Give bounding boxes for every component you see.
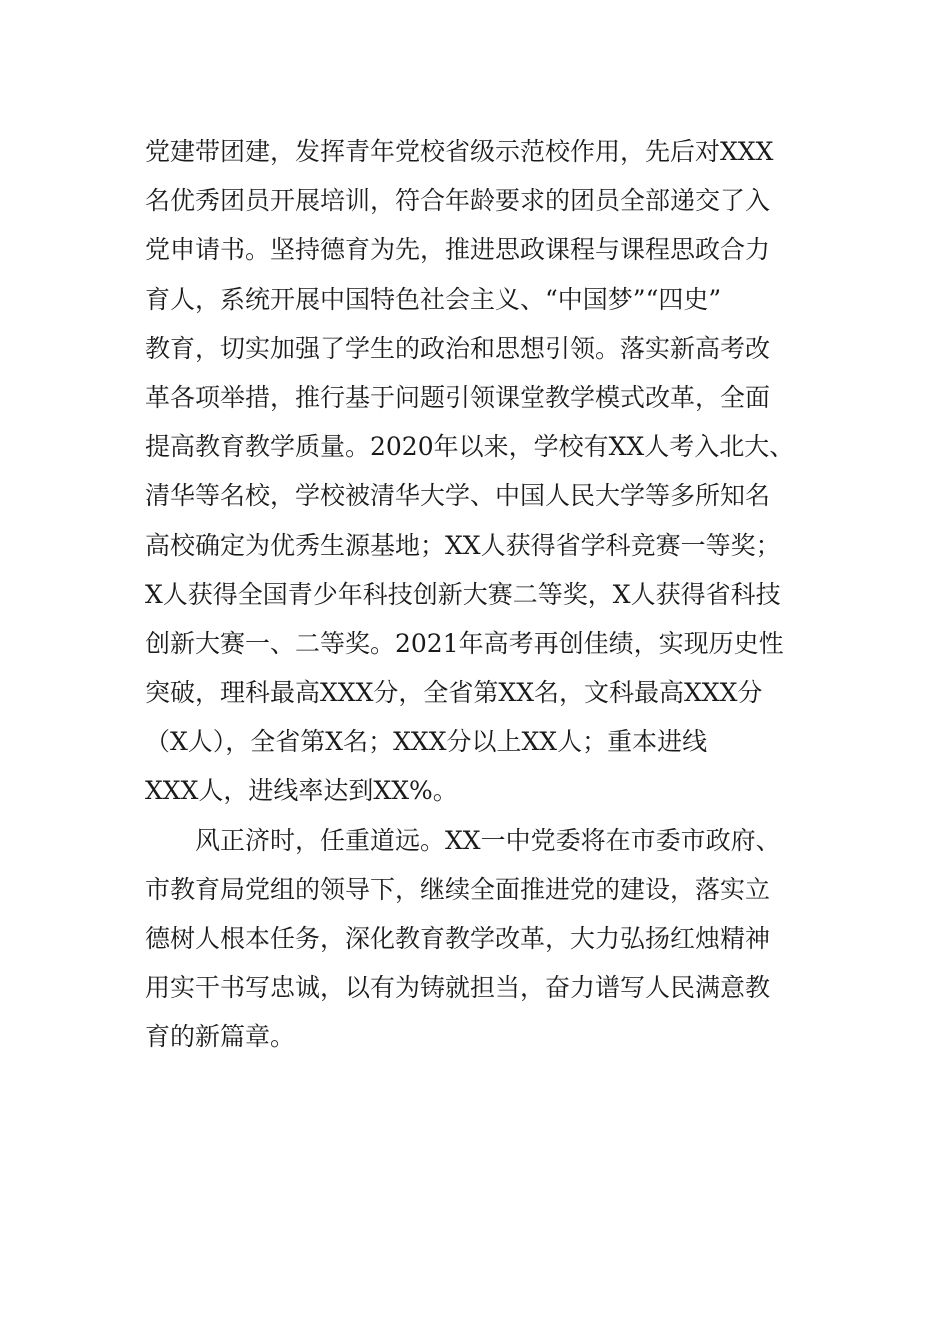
text-line: 用实干书写忠诚，以有为铸就担当，奋力谱写人民满意教 (145, 973, 771, 1003)
text-line: 革各项举措，推行基于问题引领课堂教学模式改革，全面 (145, 382, 771, 412)
text-line-indented: 风正济时，任重道远。XX一中党委将在市委市政府、 (195, 825, 781, 855)
text-line: 教育，切实加强了学生的政治和思想引领。落实新高考改 (145, 333, 771, 363)
document-body (145, 127, 825, 1062)
text-line: X人获得全国青少年科技创新大赛二等奖，X人获得省科技 (145, 579, 781, 609)
text-line: 党申请书。坚持德育为先，推进思政课程与课程思政合力 (145, 235, 771, 265)
paragraph-achievements (145, 127, 825, 816)
text-line: （X人），全省第X名；XXX分以上XX人；重本进线 (145, 727, 708, 757)
text-line: 创新大赛一、二等奖。2021年高考再创佳绩，实现历史性 (145, 628, 784, 658)
text-line: 市教育局党组的领导下，继续全面推进党的建设，落实立 (145, 874, 771, 904)
text-line: 育人，系统开展中国特色社会主义、“中国梦”“四史” (145, 284, 722, 314)
text-line: 名优秀团员开展培训，符合年龄要求的团员全部递交了入 (145, 186, 771, 216)
text-line: 党建带团建，发挥青年党校省级示范校作用，先后对XXX (145, 137, 774, 166)
text-line: 德树人根本任务，深化教育教学改革，大力弘扬红烛精神 (145, 924, 771, 953)
text-line: XXX人，进线率达到XX%。 (145, 776, 458, 806)
text-line: 清华等名校，学校被清华大学、中国人民大学等多所知名 (145, 481, 771, 511)
paragraph-outlook (145, 816, 825, 1062)
text-line: 提高教育教学质量。2020年以来，学校有XX人考入北大、 (145, 432, 795, 462)
text-line: 育的新篇章。 (145, 1022, 296, 1052)
text-line: 突破，理科最高XXX分，全省第XX名，文科最高XXX分 (145, 678, 763, 708)
text-line: 高校确定为优秀生源基地；XX人获得省学科竞赛一等奖； (145, 530, 781, 560)
